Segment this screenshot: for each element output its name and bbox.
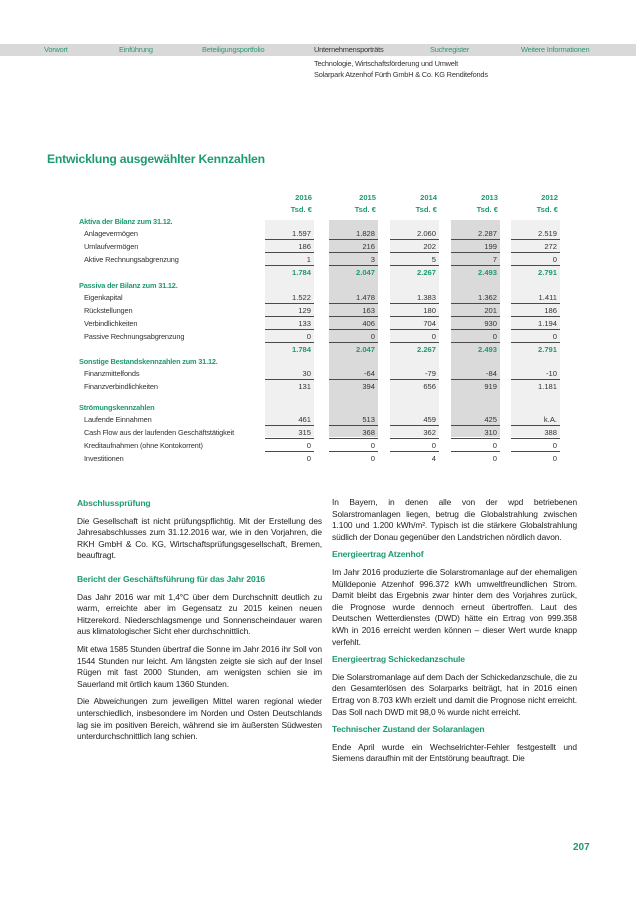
table-row bbox=[0, 368, 636, 380]
cell-value: 0 bbox=[370, 454, 375, 463]
cell-value: 406 bbox=[329, 318, 378, 330]
paragraph: In Bayern, in denen alle von der wpd betriebenen Solarstromanlagen liegen, betrug die Globalstrahlung zwischen 1.100 und 1.200 kWh/m². Typisch ist die stärkere Globalstrahlung südlich der Donau gegenüber den Landstrichen nördlich davon. bbox=[332, 497, 577, 542]
cell-value: 180 bbox=[390, 305, 439, 317]
cell-value: 0 bbox=[492, 454, 497, 463]
section-header-passiva bbox=[0, 280, 636, 292]
cell-value: 133 bbox=[265, 318, 314, 330]
paragraph: Das Jahr 2016 war mit 1,4°C über dem Durchschnitt deutlich zu warm, erreichte aber im Gegensatz zu 2015 keinen neuen Hitzerekord. Niederschlagsmenge und Sonnenscheindauer waren aus klimatologischer Sicht eher durchschnittlich. bbox=[77, 591, 322, 637]
total-value: 1.784 bbox=[291, 345, 311, 354]
cell-value: 1.522 bbox=[265, 292, 314, 304]
row-label: Investitionen bbox=[84, 454, 124, 463]
section-header-aktiva bbox=[0, 216, 636, 228]
total-value: 2.047 bbox=[355, 268, 375, 277]
section-title: Strömungskennzahlen bbox=[79, 403, 155, 412]
column-year: 2016 bbox=[295, 193, 312, 202]
table-total-row bbox=[0, 344, 636, 356]
section-title: Sonstige Bestandskennzahlen zum 31.12. bbox=[79, 357, 218, 366]
cell-value: -79 bbox=[390, 368, 439, 380]
section-title: Passiva der Bilanz zum 31.12. bbox=[79, 281, 178, 290]
column-year: 2012 bbox=[541, 193, 558, 202]
table-row bbox=[0, 292, 636, 304]
row-label: Aktive Rechnungsabgrenzung bbox=[84, 255, 179, 264]
row-label: Passive Rechnungsabgrenzung bbox=[84, 332, 185, 341]
cell-value: 5 bbox=[390, 254, 439, 266]
cell-value: 0 bbox=[265, 331, 314, 343]
heading-abschlusspruefung: Abschlussprüfung bbox=[77, 498, 151, 508]
row-label: Verbindlichkeiten bbox=[84, 319, 138, 328]
section-header-stroemung bbox=[0, 402, 636, 414]
table-row bbox=[0, 254, 636, 266]
paragraph: Die Abweichungen zum jeweiligen Mittel waren regional wieder unterschiedlich, insbesondere im Norden und Osten Deutschlands lag sie im positiven Bereich, während sie im äußersten Südwesten unterdurchschnittlich lang schien. bbox=[77, 696, 322, 742]
cell-value: 0 bbox=[451, 440, 500, 452]
cell-value: 131 bbox=[298, 382, 311, 391]
heading-energieertrag-atzenhof: Energieertrag Atzenhof bbox=[332, 549, 424, 560]
cell-value: 201 bbox=[451, 305, 500, 317]
cell-value: 919 bbox=[484, 382, 497, 391]
table-row bbox=[0, 305, 636, 317]
cell-value: 0 bbox=[511, 440, 560, 452]
breadcrumb-category: Technologie, Wirtschaftsförderung und Umwelt bbox=[314, 59, 459, 68]
cell-value: -84 bbox=[451, 368, 500, 380]
column-year: 2013 bbox=[481, 193, 498, 202]
total-value: 2.791 bbox=[537, 345, 557, 354]
cell-value: 1.828 bbox=[329, 228, 378, 240]
cell-value: 3 bbox=[329, 254, 378, 266]
row-label: Eigenkapital bbox=[84, 293, 123, 302]
paragraph: Die Solarstromanlage auf dem Dach der Schickedanzschule, die zu den Gesamterlösen des Solarparks beiträgt, hat in 2016 einen Ertrag von 8.703 kWh erzielt und damit die Prognose nicht erreicht. Das Soll nach DWD mit 98,0 % wurde nicht erreicht. bbox=[332, 671, 577, 717]
table-row bbox=[0, 318, 636, 330]
cell-value: 0 bbox=[511, 254, 560, 266]
cell-value: 315 bbox=[265, 427, 314, 439]
cell-value: 0 bbox=[552, 454, 557, 463]
column-unit: Tsd. € bbox=[290, 205, 312, 214]
nav-item-suchregister[interactable]: Suchregister bbox=[430, 45, 470, 54]
cell-value: 216 bbox=[329, 241, 378, 253]
paragraph: Ende April wurde ein Wechselrichter-Fehler festgestellt und Siemens daraufhin mit der Entstörung beauftragt. Die bbox=[332, 741, 577, 764]
cell-value: 186 bbox=[511, 305, 560, 317]
column-year: 2015 bbox=[359, 193, 376, 202]
left-text-column bbox=[77, 498, 322, 749]
column-unit: Tsd. € bbox=[354, 205, 376, 214]
cell-value: 186 bbox=[265, 241, 314, 253]
table-row bbox=[0, 453, 636, 465]
cell-value: 368 bbox=[329, 427, 378, 439]
nav-item-unternehmensportraets[interactable]: Unternehmensporträts bbox=[314, 45, 384, 54]
cell-value: 425 bbox=[451, 414, 500, 426]
cell-value: 30 bbox=[265, 368, 314, 380]
cell-value: 4 bbox=[431, 454, 436, 463]
cell-value: 513 bbox=[329, 414, 378, 426]
heading-energieertrag-schickedanzschule: Energieertrag Schickedanzschule bbox=[332, 654, 465, 665]
row-label: Cash Flow aus der laufenden Geschäftstätigkeit bbox=[84, 428, 235, 437]
row-label: Kreditaufnahmen (ohne Kontokorrent) bbox=[84, 441, 203, 450]
row-label: Rückstellungen bbox=[84, 306, 133, 315]
nav-item-beteiligungsportfolio[interactable]: Beteiligungsportfolio bbox=[202, 45, 265, 54]
cell-value: 2.060 bbox=[390, 228, 439, 240]
table-row bbox=[0, 241, 636, 253]
nav-item-weitere-informationen[interactable]: Weitere Informationen bbox=[521, 45, 590, 54]
cell-value: 1.194 bbox=[511, 318, 560, 330]
table-row bbox=[0, 381, 636, 393]
row-label: Finanzverbindlichkeiten bbox=[84, 382, 158, 391]
total-value: 2.267 bbox=[416, 268, 436, 277]
total-value: 2.493 bbox=[477, 268, 497, 277]
column-year: 2014 bbox=[420, 193, 437, 202]
cell-value: 1.478 bbox=[329, 292, 378, 304]
total-value: 1.784 bbox=[291, 268, 311, 277]
cell-value: 0 bbox=[329, 331, 378, 343]
cell-value: 0 bbox=[265, 440, 314, 452]
paragraph: Die Gesellschaft ist nicht prüfungspflichtig. Mit der Erstellung des Jahresabschlusses zum 31.12.2016 war, wie in den Vorjahren, die RKH GmbH & Co. KG, Wirtschaftsprüfungsgesellschaft, Bremen, beauftragt. bbox=[77, 515, 322, 561]
cell-value: 388 bbox=[511, 427, 560, 439]
column-unit: Tsd. € bbox=[476, 205, 498, 214]
cell-value: 1.411 bbox=[511, 292, 560, 304]
right-text-column bbox=[332, 497, 577, 771]
total-value: 2.047 bbox=[355, 345, 375, 354]
cell-value: 461 bbox=[265, 414, 314, 426]
paragraph: Mit etwa 1585 Stunden übertraf die Sonne im Jahr 2016 ihr Soll von 1544 Stunden nur leicht. Am längsten zeigte sie sich auf der Insel Rügen mit fast 2000 Stunden, am wenigsten schien sie im Sauerland mit örtlich kaum 1360 Stunden. bbox=[77, 643, 322, 689]
heading-technischer-zustand: Technischer Zustand der Solaranlagen bbox=[332, 724, 485, 735]
cell-value: 202 bbox=[390, 241, 439, 253]
paragraph: Im Jahr 2016 produzierte die Solarstromanlage auf der ehemaligen Mülldeponie Atzenhof 996.372 kWh umweltfreundlichen Strom. Damit bleibt das Ergebnis zwar hinter dem des Vorjahres zurück, die Prognose wurde dennoch erneut übertroffen. Laut des Deutschen Wetterdienstes (DWD) hätte ein Ertrag von 999.358 kWh in 2016 erreicht werden können – dieser Wert wurde knapp verfehlt. bbox=[332, 566, 577, 647]
cell-value: 272 bbox=[511, 241, 560, 253]
cell-value: 1.181 bbox=[537, 382, 557, 391]
cell-value: 199 bbox=[451, 241, 500, 253]
table-row bbox=[0, 427, 636, 439]
cell-value: 0 bbox=[390, 331, 439, 343]
cell-value: k.A. bbox=[511, 414, 560, 426]
cell-value: 1.383 bbox=[390, 292, 439, 304]
table-row bbox=[0, 414, 636, 426]
nav-item-vorwort[interactable]: Vorwort bbox=[44, 45, 68, 54]
page-title: Entwicklung ausgewählter Kennzahlen bbox=[47, 152, 265, 166]
cell-value: 1.362 bbox=[451, 292, 500, 304]
top-navigation bbox=[0, 44, 636, 56]
cell-value: 0 bbox=[306, 454, 311, 463]
cell-value: 0 bbox=[451, 331, 500, 343]
cell-value: 930 bbox=[451, 318, 500, 330]
row-label: Anlagevermögen bbox=[84, 229, 138, 238]
table-total-row bbox=[0, 267, 636, 279]
cell-value: 0 bbox=[390, 440, 439, 452]
total-value: 2.791 bbox=[537, 268, 557, 277]
table-row bbox=[0, 228, 636, 240]
row-label: Umlaufvermögen bbox=[84, 242, 139, 251]
cell-value: 704 bbox=[390, 318, 439, 330]
cell-value: 394 bbox=[362, 382, 375, 391]
cell-value: 7 bbox=[451, 254, 500, 266]
column-unit: Tsd. € bbox=[415, 205, 437, 214]
cell-value: 656 bbox=[423, 382, 436, 391]
cell-value: 362 bbox=[390, 427, 439, 439]
breadcrumb bbox=[314, 59, 488, 80]
nav-item-einfuehrung[interactable]: Einführung bbox=[119, 45, 153, 54]
cell-value: 163 bbox=[329, 305, 378, 317]
breadcrumb-company: Solarpark Atzenhof Fürth GmbH & Co. KG Renditefonds bbox=[314, 69, 488, 79]
cell-value: 129 bbox=[265, 305, 314, 317]
section-title: Aktiva der Bilanz zum 31.12. bbox=[79, 217, 173, 226]
cell-value: 1 bbox=[265, 254, 314, 266]
cell-value: -10 bbox=[511, 368, 560, 380]
cell-value: 0 bbox=[329, 440, 378, 452]
cell-value: 310 bbox=[451, 427, 500, 439]
table-row bbox=[0, 440, 636, 452]
column-unit: Tsd. € bbox=[536, 205, 558, 214]
cell-value: 2.519 bbox=[511, 228, 560, 240]
page-number: 207 bbox=[573, 842, 590, 853]
section-header-sonstige bbox=[0, 356, 636, 368]
heading-bericht: Bericht der Geschäftsführung für das Jahr 2016 bbox=[77, 573, 265, 584]
total-value: 2.267 bbox=[416, 345, 436, 354]
total-value: 2.493 bbox=[477, 345, 497, 354]
row-label: Finanzmittelfonds bbox=[84, 369, 140, 378]
cell-value: 0 bbox=[511, 331, 560, 343]
row-label: Laufende Einnahmen bbox=[84, 415, 152, 424]
cell-value: 1.597 bbox=[265, 228, 314, 240]
cell-value: -64 bbox=[329, 368, 378, 380]
cell-value: 2.287 bbox=[451, 228, 500, 240]
table-row bbox=[0, 331, 636, 343]
cell-value: 459 bbox=[390, 414, 439, 426]
